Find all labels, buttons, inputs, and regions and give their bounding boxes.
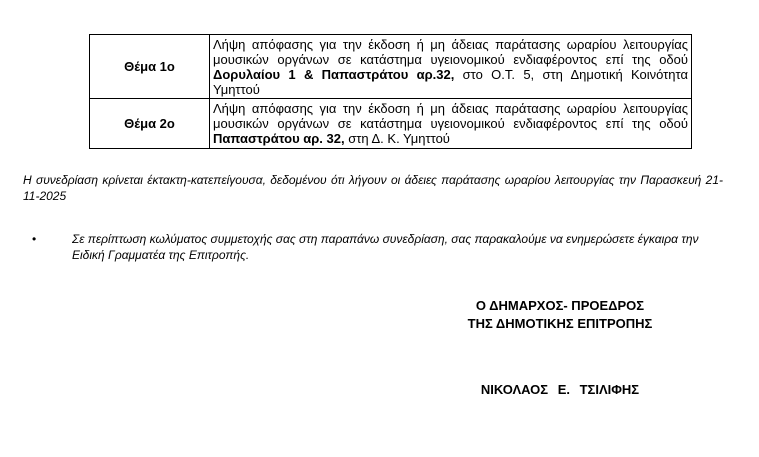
bullet-text: Σε περίπτωση κωλύματος συμμετοχής σας στη παραπάνω συνεδρίαση, σας παρακαλούμε να ενημερώσετε έγκαιρα την Ειδική Γραμματέα της Επιτροπής. — [72, 232, 699, 262]
topic-text-tail: στο Ο.Τ. 5, στη Δημοτική Κοινότητα Υμηττού — [213, 66, 689, 97]
signature-title-line2: ΤΗΣ ΔΗΜΟΤΙΚΗΣ ΕΠΙΤΡΟΠΗΣ — [467, 316, 653, 331]
topic-address: Παπαστράτου αρ. 32, — [213, 131, 345, 146]
topic-text-tail: στη Δ. Κ. Υμηττού — [344, 131, 450, 146]
topic-description — [210, 99, 692, 149]
signature-title-line1: Ο ΔΗΜΑΡΧΟΣ- ΠΡΟΕΔΡΟΣ — [475, 298, 645, 313]
topic-label: Θέμα 2ο — [90, 99, 210, 149]
agenda-row — [90, 35, 692, 99]
agenda-table — [89, 34, 692, 149]
topic-label: Θέμα 1ο — [90, 35, 210, 99]
topic-text: Λήψη απόφασης για την έκδοση ή μη άδειας παράτασης ωραρίου λειτουργίας μουσικών οργάνων σε κατάστημα υγειονομικού ενδιαφέροντος επί της οδού — [213, 36, 688, 67]
bullet-icon: • — [32, 232, 37, 246]
signature-name: ΝΙΚΟΛΑΟΣ Ε. ΤΣΙΛΙΦΗΣ — [480, 382, 640, 397]
topic-text: Λήψη απόφασης για την έκδοση ή μη άδειας παράτασης ωραρίου λειτουργίας μουσικών οργάνων σε κατάστημα υγειονομικού ενδιαφέροντος επί της οδού — [213, 101, 688, 131]
agenda-row — [90, 99, 692, 149]
urgency-note: Η συνεδρίαση κρίνεται έκτακτη-κατεπείγουσα, δεδομένου ότι λήγουν οι άδειες παράτασης ωραρίου λειτουργίας την Παρασκευή 21-11-2025 — [23, 173, 723, 203]
bullet-item — [32, 231, 732, 263]
topic-description — [210, 35, 692, 99]
topic-address: Δορυλαίου 1 & Παπαστράτου αρ.32, — [213, 66, 455, 82]
